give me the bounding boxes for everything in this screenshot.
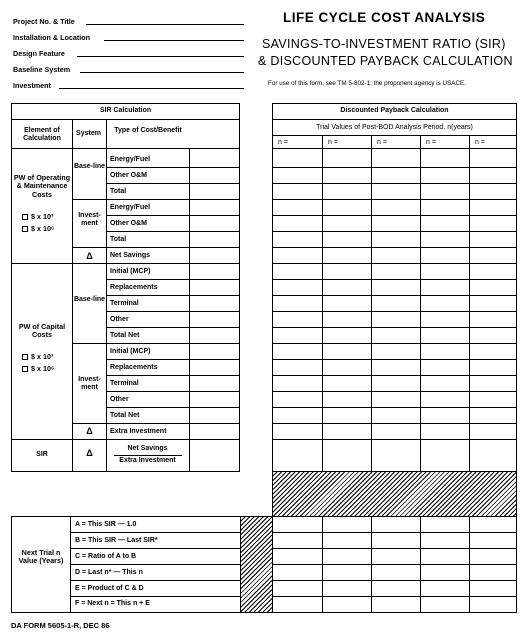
om-baseline-other: Other O&M [110,172,147,179]
om-net-savings: Net Savings [110,252,151,259]
payback-subheading: Trial Values of Post-BOD Analysis Period. n(years) [316,124,473,131]
field-installation-line[interactable] [104,40,244,41]
sir-delta-symbol: Δ [86,448,93,458]
om-unit-thousands[interactable]: $ x 10³ [22,212,53,221]
payback-hatched-area [273,472,516,516]
capital-section-label: PW of Capital Costs [18,322,66,340]
cap-invest-other: Other [110,396,129,403]
checkbox-icon[interactable] [22,226,28,232]
field-investment-line[interactable] [59,88,244,89]
field-baseline-line[interactable] [80,72,244,73]
n-trial-3: n = [377,139,387,146]
form-subtitle-1: SAVINGS-TO-INVESTMENT RATIO (SIR) [262,37,506,51]
col-system-header: System [76,130,101,137]
field-investment-label: Investment [13,81,51,90]
cap-unit-thousands[interactable]: $ x 10³ [22,352,53,361]
sir-row-label: SIR [36,451,48,458]
om-section-label: PW of Operating & Maintenance Costs [13,173,71,199]
cap-investment-label: Invest-ment [78,376,101,391]
n-trial-2: n = [328,139,338,146]
form-usage-note: For use of this form, see TM 5-802-1; the proponent agency is USACE. [268,80,466,87]
trial-row-a: A = This SIR — 1.0 [75,521,137,528]
field-baseline-label: Baseline System [13,65,71,74]
om-delta-symbol: Δ [86,251,93,261]
form-number: DA FORM 5605-1-R, DEC 86 [11,621,110,630]
cap-unit-millions[interactable]: $ x 10⁶ [22,364,54,373]
cap-delta-symbol: Δ [86,426,93,436]
n-trial-4: n = [426,139,436,146]
om-invest-other: Other O&M [110,220,147,227]
col-element-header: Element of Calculation [23,127,61,142]
col-type-header: Type of Cost/Benefit [114,127,182,134]
sir-ratio-denominator: Extra Investment [119,457,176,464]
n-trial-1: n = [278,139,288,146]
cap-baseline-total-net: Total Net [110,332,140,339]
payback-table-border [272,103,517,517]
trial-row-c: C = Ratio of A to B [75,553,137,560]
form-title: LIFE CYCLE COST ANALYSIS [283,10,486,25]
cap-baseline-initial: Initial (MCP) [110,268,151,275]
n-trial-5: n = [475,139,485,146]
om-invest-energy: Energy/Fuel [110,204,151,211]
field-design-label: Design Feature [13,49,65,58]
trial-row-d: D = Last n* — This n [75,569,143,576]
checkbox-icon[interactable] [22,366,28,372]
sir-heading: SIR Calculation [99,107,152,114]
cap-invest-terminal: Terminal [110,380,139,387]
cap-baseline-replacements: Replacements [110,284,158,291]
trial-row-b: B = This SIR — Last SIR* [75,537,158,544]
cap-invest-total-net: Total Net [110,412,140,419]
trial-section-label: Next Trial n Value (Years) [18,548,64,566]
checkbox-icon[interactable] [22,214,28,220]
om-baseline-total: Total [110,188,127,195]
cap-baseline-label: Base-line [73,296,106,303]
payback-heading: Discounted Payback Calculation [340,107,449,114]
field-project-label: Project No. & Title [13,17,75,26]
trial-row-e: E = Product of C & D [75,585,144,592]
trial-hatched-column [241,517,272,612]
om-unit-millions[interactable]: $ x 10⁶ [22,224,54,233]
cap-baseline-terminal: Terminal [110,300,139,307]
sir-ratio-numerator: Net Savings [127,445,168,452]
cap-extra-investment: Extra Investment [110,428,167,435]
om-investment-label: Invest-ment [78,212,101,227]
om-baseline-energy: Energy/Fuel [110,156,151,163]
cap-invest-initial: Initial (MCP) [110,348,151,355]
form-subtitle-2: & DISCOUNTED PAYBACK CALCULATION [258,54,513,68]
om-invest-total: Total [110,236,127,243]
field-design-line[interactable] [77,56,244,57]
field-installation-label: Installation & Location [13,33,91,42]
cap-baseline-other: Other [110,316,129,323]
field-project-line[interactable] [86,24,244,25]
trial-row-f: F = Next n = This n + E [75,600,150,607]
om-baseline-label: Base-line [73,163,106,170]
cap-invest-replacements: Replacements [110,364,158,371]
checkbox-icon[interactable] [22,354,28,360]
